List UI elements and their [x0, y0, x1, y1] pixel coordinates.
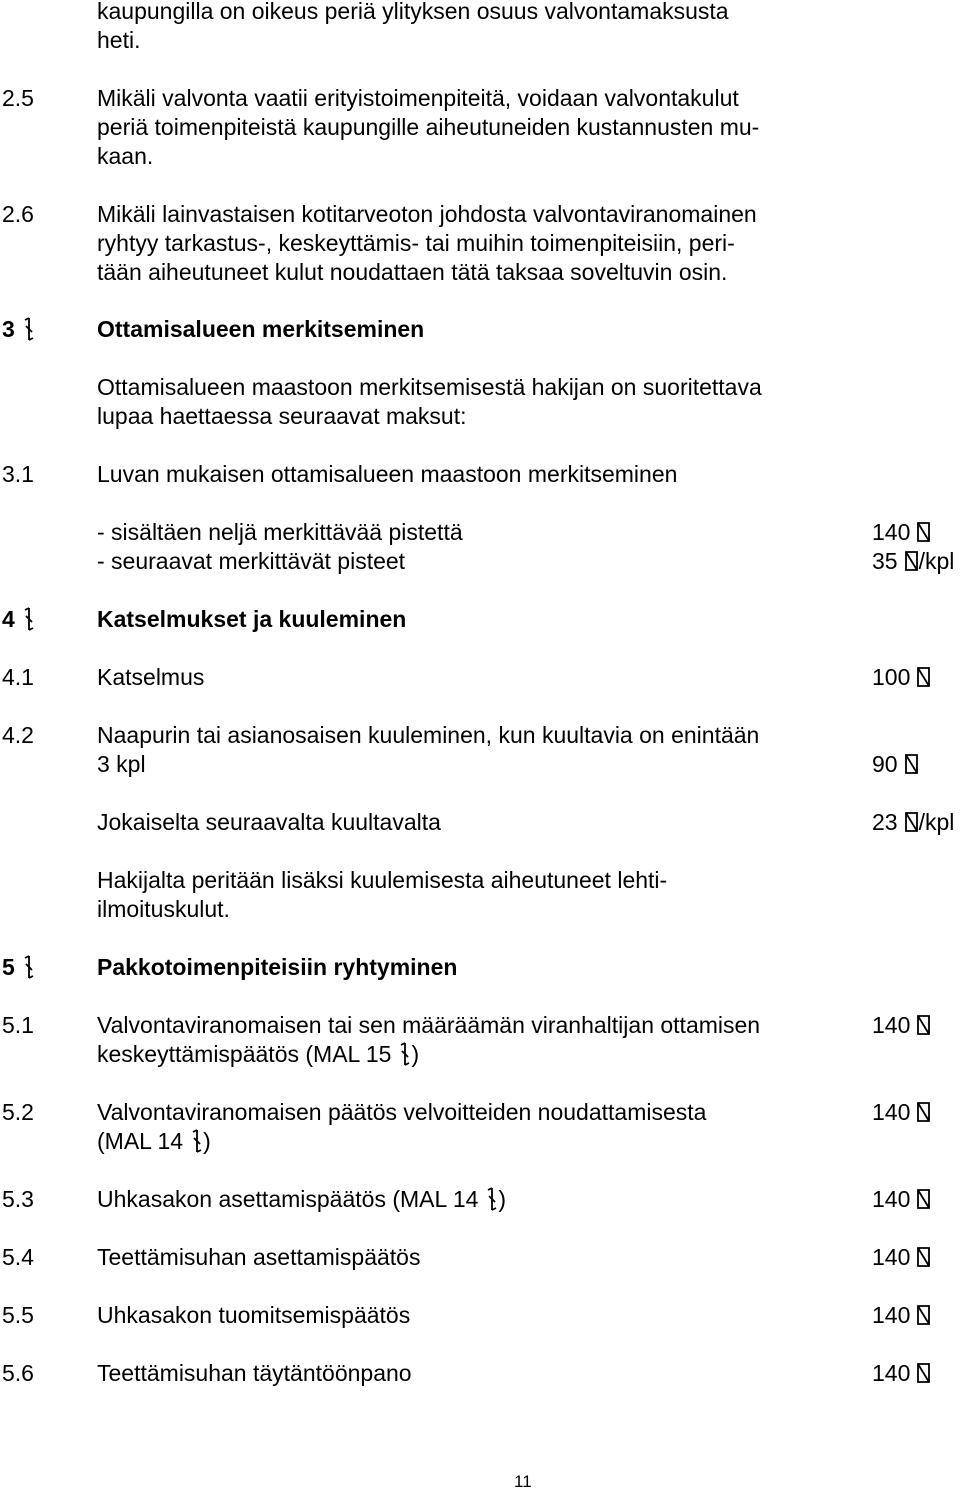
- amount-value: 90: [872, 751, 898, 777]
- item-4-2-line-2: 3 kpl: [97, 751, 146, 777]
- section-sign-icon: [23, 955, 35, 979]
- fee-row-label: - seuraavat merkittävät pisteet: [97, 548, 406, 574]
- amount-unit: /kpl: [918, 809, 955, 835]
- item-number-5-3: 5.3: [2, 1186, 34, 1212]
- item-2-5-line-2: periä toimenpiteistä kaupungille aiheutuneiden kustannusten mu-: [97, 114, 760, 140]
- item-5-2-line-1: Valvontaviranomaisen päätös velvoitteiden noudattamisesta: [97, 1099, 707, 1125]
- item-5-3-title: [97, 1185, 506, 1214]
- fee-row-amount: [872, 547, 954, 576]
- euro-icon: [916, 522, 931, 542]
- item-2-5-line-3: kaan.: [97, 143, 154, 169]
- amount-value: 140: [872, 1360, 911, 1386]
- item-2-6-line-1: Mikäli lainvastaisen kotitarveoton johdosta valvontaviranomainen: [97, 201, 757, 227]
- section-sign-icon: [399, 1042, 411, 1066]
- section-sign-icon: [23, 607, 35, 631]
- euro-icon: [916, 1015, 931, 1035]
- section-3-intro-line-1: Ottamisalueen maastoon merkitsemisestä hakijan on suoritettava: [97, 374, 762, 400]
- section-3-intro-line-2: lupaa haettaessa seuraavat maksut:: [97, 403, 467, 429]
- item-4-2-line-3: Jokaiselta seuraavalta kuultavalta: [97, 809, 441, 835]
- item-5-3-title-text: Uhkasakon asettamispäätös (MAL 14: [97, 1186, 479, 1212]
- item-5-3-title-close: ): [498, 1186, 507, 1212]
- euro-icon: [916, 1363, 931, 1383]
- section-sign-icon: [486, 1187, 498, 1211]
- item-5-2-amount: [872, 1098, 931, 1127]
- section-number: 3: [2, 316, 15, 342]
- item-5-1-line-2: [97, 1040, 419, 1069]
- amount-value: 140: [872, 1302, 911, 1328]
- item-number-5-6: 5.6: [2, 1360, 34, 1386]
- item-5-2-line-2-close: ): [203, 1128, 211, 1154]
- item-5-6-amount: [872, 1359, 931, 1388]
- section-5-title: Pakkotoimenpiteisiin ryhtyminen: [97, 954, 458, 980]
- item-5-1-line-1: Valvontaviranomaisen tai sen määräämän viranhaltijan ottamisen: [97, 1012, 761, 1038]
- item-4-2-line-1: Naapurin tai asianosaisen kuuleminen, kun kuultavia on enintään: [97, 722, 760, 748]
- euro-icon: [904, 812, 919, 832]
- item-5-1-line-2-text: keskeyttämispäätös (MAL 15: [97, 1041, 392, 1067]
- amount-value: 100: [872, 664, 911, 690]
- intro-line-2: heti.: [97, 27, 141, 53]
- euro-icon: [904, 551, 919, 571]
- section-sign-icon: [191, 1129, 203, 1153]
- item-4-1-title: Katselmus: [97, 664, 205, 690]
- item-4-2-amount-1: [872, 750, 919, 779]
- item-5-2-line-2: [97, 1127, 211, 1156]
- item-number-4-2: 4.2: [2, 722, 34, 748]
- intro-line-1: kaupungilla on oikeus periä ylityksen osuus valvontamaksusta: [97, 0, 729, 24]
- item-number-2-5: 2.5: [2, 85, 34, 111]
- fee-row-label: - sisältäen neljä merkittävää pistettä: [97, 519, 463, 545]
- item-5-4-title: Teettämisuhan asettamispäätös: [97, 1244, 421, 1270]
- item-4-2-amount-2: [872, 808, 954, 837]
- euro-icon: [916, 667, 931, 687]
- item-5-2-line-2-text: (MAL 14: [97, 1128, 184, 1154]
- section-number: 4: [2, 606, 15, 632]
- amount-value: 23: [872, 809, 898, 835]
- item-4-2-note-line-1: Hakijalta peritään lisäksi kuulemisesta aiheutuneet lehti-: [97, 867, 668, 893]
- euro-icon: [904, 754, 919, 774]
- amount-value: 140: [872, 519, 911, 545]
- item-2-5-line-1: Mikäli valvonta vaatii erityistoimenpiteitä, voidaan valvontakulut: [97, 85, 739, 111]
- item-5-1-line-2-close: ): [411, 1041, 420, 1067]
- item-4-1-amount: [872, 663, 931, 692]
- amount-value: 35: [872, 548, 898, 574]
- fee-row-amount: [872, 518, 931, 547]
- item-5-5-title: Uhkasakon tuomitsemispäätös: [97, 1302, 411, 1328]
- item-2-6-line-2: ryhtyy tarkastus-, keskeyttämis- tai muihin toimenpiteisiin, peri-: [97, 230, 735, 256]
- item-number-5-2: 5.2: [2, 1099, 34, 1125]
- amount-value: 140: [872, 1186, 911, 1212]
- euro-icon: [916, 1189, 931, 1209]
- item-number-5-1: 5.1: [2, 1012, 34, 1038]
- item-number-5-4: 5.4: [2, 1244, 34, 1270]
- amount-value: 140: [872, 1244, 911, 1270]
- item-number-2-6: 2.6: [2, 201, 34, 227]
- amount-unit: /kpl: [918, 548, 955, 574]
- item-number-4-1: 4.1: [2, 664, 34, 690]
- item-3-1-title: Luvan mukaisen ottamisalueen maastoon merkitseminen: [97, 461, 678, 487]
- euro-icon: [916, 1102, 931, 1122]
- item-5-4-amount: [872, 1243, 931, 1272]
- section-5-number: [2, 953, 35, 982]
- item-5-5-amount: [872, 1301, 931, 1330]
- section-3-number: [2, 315, 35, 344]
- item-4-2-note-line-2: ilmoituskulut.: [97, 896, 230, 922]
- item-number-3-1: 3.1: [2, 461, 34, 487]
- section-3-title: Ottamisalueen merkitseminen: [97, 316, 425, 342]
- page-number: 11: [514, 1472, 532, 1491]
- item-number-5-5: 5.5: [2, 1302, 34, 1328]
- item-5-3-amount: [872, 1185, 931, 1214]
- section-sign-icon: [23, 317, 35, 341]
- section-number: 5: [2, 954, 15, 980]
- item-5-6-title: Teettämisuhan täytäntöönpano: [97, 1360, 412, 1386]
- amount-value: 140: [872, 1099, 911, 1125]
- item-2-6-line-3: tään aiheutuneet kulut noudattaen tätä taksaa soveltuvin osin.: [97, 259, 728, 285]
- euro-icon: [916, 1247, 931, 1267]
- section-4-number: [2, 605, 35, 634]
- item-5-1-amount: [872, 1011, 931, 1040]
- section-4-title: Katselmukset ja kuuleminen: [97, 606, 407, 632]
- amount-value: 140: [872, 1012, 911, 1038]
- euro-icon: [916, 1305, 931, 1325]
